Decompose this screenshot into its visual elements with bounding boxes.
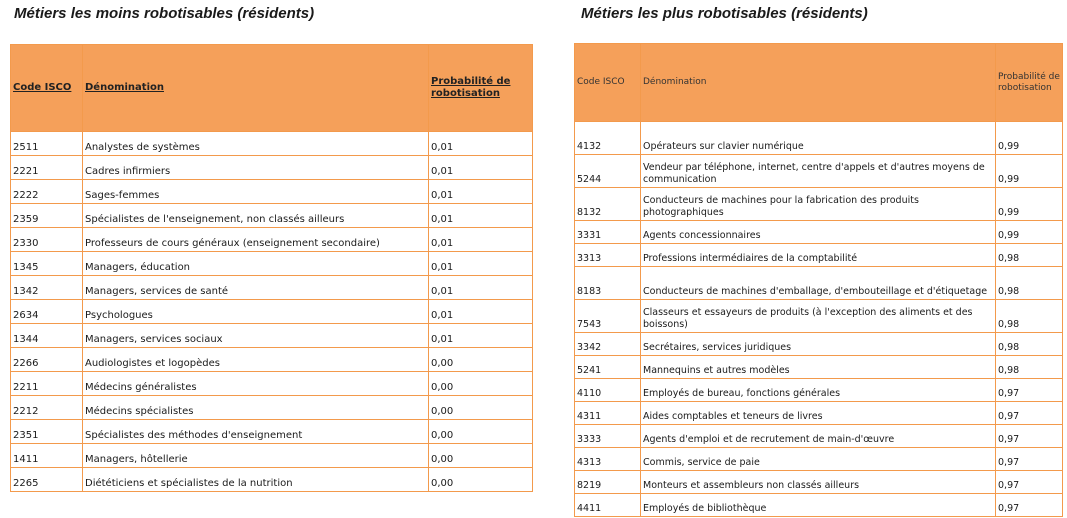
cell-probability: 0,98 [996,333,1063,356]
cell-name: Classeurs et essayeurs de produits (à l'exception des aliments et des boissons) [641,300,996,333]
cell-code: 4110 [575,379,641,402]
cell-code: 7543 [575,300,641,333]
cell-code: 8183 [575,267,641,300]
most-automatable-title: Métiers les plus robotisables (résidents) [581,5,868,22]
cell-name: Professions intermédiaires de la comptabilité [641,244,996,267]
table-row [575,402,1063,425]
cell-code: 2222 [11,180,83,204]
cell-probability: 0,97 [996,402,1063,425]
cell-name: Secrétaires, services juridiques [641,333,996,356]
table-row [575,122,1063,155]
table-row [575,425,1063,448]
cell-code: 3331 [575,221,641,244]
cell-code: 1342 [11,276,83,300]
table-row [11,276,533,300]
cell-name: Opérateurs sur clavier numérique [641,122,996,155]
cell-code: 2511 [11,132,83,156]
table-row [11,348,533,372]
cell-name: Vendeur par téléphone, internet, centre d'appels et d'autres moyens de communication [641,155,996,188]
cell-probability: 0,00 [429,468,533,492]
header-name: Dénomination [83,45,429,132]
table-row [575,471,1063,494]
cell-name: Mannequins et autres modèles [641,356,996,379]
cell-name: Aides comptables et teneurs de livres [641,402,996,425]
cell-probability: 0,00 [429,420,533,444]
cell-code: 2221 [11,156,83,180]
cell-code: 4411 [575,494,641,517]
cell-code: 8132 [575,188,641,221]
cell-code: 2330 [11,228,83,252]
cell-name: Spécialistes des méthodes d'enseignement [83,420,429,444]
table-row [575,188,1063,221]
cell-probability: 0,00 [429,372,533,396]
cell-probability: 0,00 [429,348,533,372]
cell-probability: 0,97 [996,379,1063,402]
cell-probability: 0,01 [429,180,533,204]
cell-code: 2211 [11,372,83,396]
cell-probability: 0,98 [996,300,1063,333]
cell-probability: 0,01 [429,228,533,252]
cell-name: Conducteurs de machines d'emballage, d'embouteillage et d'étiquetage [641,267,996,300]
header-probability: Probabilité de robotisation [429,45,533,132]
cell-probability: 0,01 [429,300,533,324]
cell-name: Conducteurs de machines pour la fabrication des produits photographiques [641,188,996,221]
table-row [575,267,1063,300]
table-row [11,444,533,468]
table-row [11,156,533,180]
cell-probability: 0,98 [996,244,1063,267]
cell-name: Agents d'emploi et de recrutement de main-d'œuvre [641,425,996,448]
cell-name: Analystes de systèmes [83,132,429,156]
cell-name: Médecins spécialistes [83,396,429,420]
cell-code: 2212 [11,396,83,420]
cell-name: Professeurs de cours généraux (enseignement secondaire) [83,228,429,252]
table-row [11,180,533,204]
header-code: Code ISCO [11,45,83,132]
cell-probability: 0,98 [996,267,1063,300]
table-row [575,333,1063,356]
table-row [11,204,533,228]
table-row [11,324,533,348]
table-header-row [575,44,1063,122]
table-row [11,468,533,492]
table-row [575,155,1063,188]
cell-name: Managers, services de santé [83,276,429,300]
cell-probability: 0,01 [429,276,533,300]
cell-probability: 0,01 [429,252,533,276]
table-row [575,448,1063,471]
cell-probability: 0,99 [996,188,1063,221]
cell-probability: 0,01 [429,324,533,348]
cell-probability: 0,00 [429,444,533,468]
cell-code: 2265 [11,468,83,492]
cell-code: 3333 [575,425,641,448]
cell-probability: 0,97 [996,425,1063,448]
cell-name: Commis, service de paie [641,448,996,471]
cell-name: Managers, hôtellerie [83,444,429,468]
table-header-row [11,45,533,132]
cell-probability: 0,99 [996,221,1063,244]
cell-probability: 0,97 [996,448,1063,471]
cell-code: 5241 [575,356,641,379]
cell-code: 4311 [575,402,641,425]
table-row [11,252,533,276]
table-row [575,356,1063,379]
cell-probability: 0,99 [996,122,1063,155]
cell-code: 2359 [11,204,83,228]
cell-probability: 0,01 [429,204,533,228]
table-row [575,244,1063,267]
table-row [11,132,533,156]
cell-name: Audiologistes et logopèdes [83,348,429,372]
cell-code: 3313 [575,244,641,267]
cell-code: 4313 [575,448,641,471]
least-automatable-title: Métiers les moins robotisables (résidents) [14,5,315,22]
cell-name: Sages-femmes [83,180,429,204]
cell-code: 4132 [575,122,641,155]
table-row [11,372,533,396]
cell-name: Managers, éducation [83,252,429,276]
cell-name: Médecins généralistes [83,372,429,396]
cell-probability: 0,01 [429,156,533,180]
cell-code: 1344 [11,324,83,348]
cell-code: 3342 [575,333,641,356]
cell-code: 2634 [11,300,83,324]
table-row [11,300,533,324]
table-row [575,300,1063,333]
header-probability: Probabilité de robotisation [996,44,1063,122]
cell-name: Cadres infirmiers [83,156,429,180]
cell-name: Psychologues [83,300,429,324]
cell-code: 8219 [575,471,641,494]
cell-probability: 0,97 [996,471,1063,494]
cell-name: Diététiciens et spécialistes de la nutrition [83,468,429,492]
table-row [575,379,1063,402]
cell-probability: 0,98 [996,356,1063,379]
cell-name: Monteurs et assembleurs non classés ailleurs [641,471,996,494]
table-row [575,494,1063,517]
cell-probability: 0,99 [996,155,1063,188]
cell-code: 2266 [11,348,83,372]
table-row [11,420,533,444]
cell-name: Agents concessionnaires [641,221,996,244]
table-row [575,221,1063,244]
cell-name: Spécialistes de l'enseignement, non classés ailleurs [83,204,429,228]
cell-name: Managers, services sociaux [83,324,429,348]
most-automatable-table [574,43,1063,517]
cell-code: 2351 [11,420,83,444]
cell-code: 5244 [575,155,641,188]
cell-name: Employés de bibliothèque [641,494,996,517]
cell-code: 1345 [11,252,83,276]
table-row [11,228,533,252]
cell-name: Employés de bureau, fonctions générales [641,379,996,402]
cell-probability: 0,01 [429,132,533,156]
cell-code: 1411 [11,444,83,468]
least-automatable-table [10,44,533,492]
table-row [11,396,533,420]
cell-probability: 0,97 [996,494,1063,517]
cell-probability: 0,00 [429,396,533,420]
header-name: Dénomination [641,44,996,122]
header-code: Code ISCO [575,44,641,122]
